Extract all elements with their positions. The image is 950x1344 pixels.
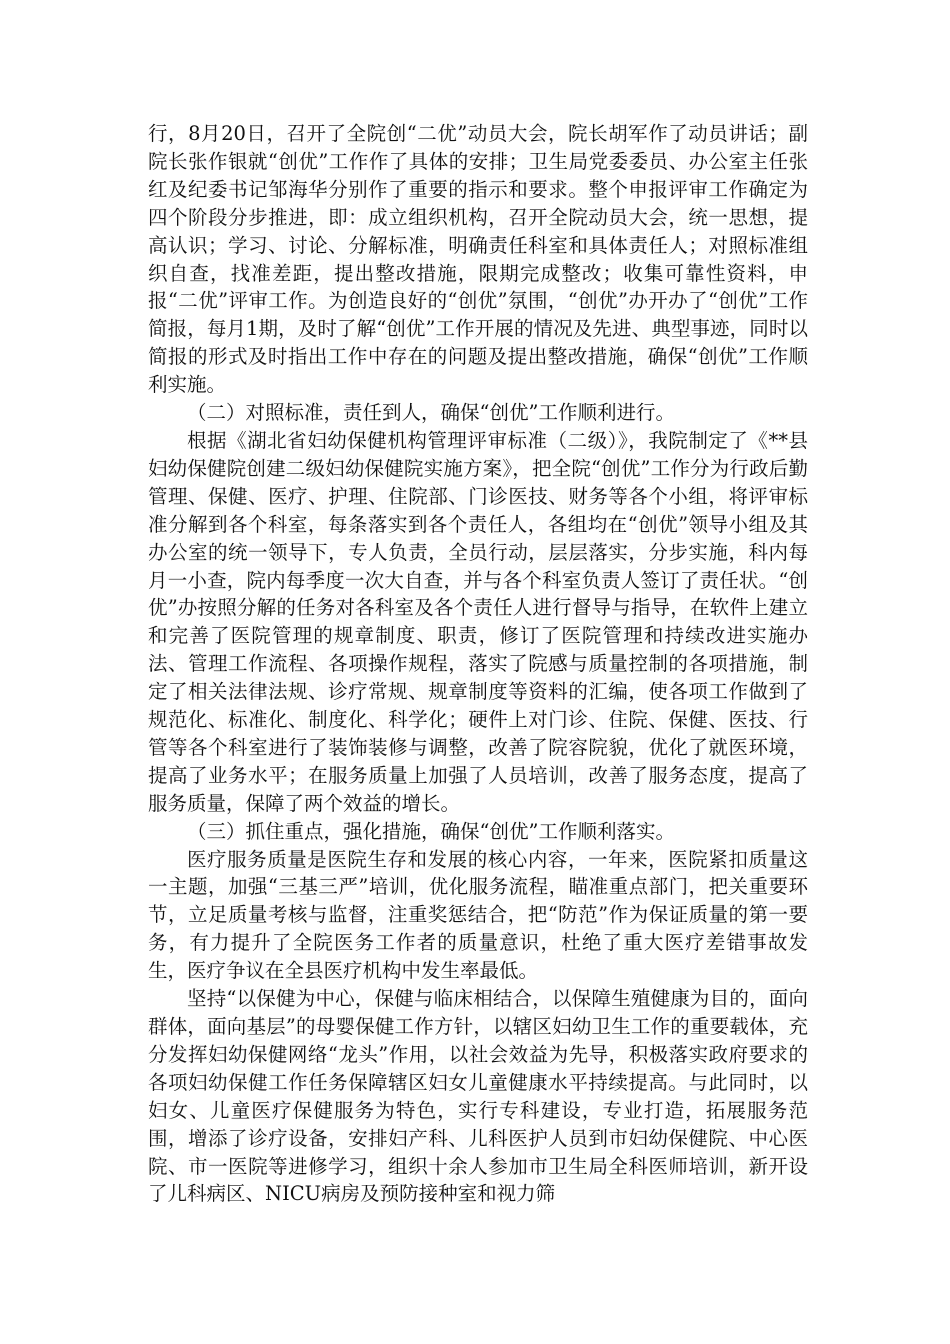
document-page: [148, 120, 808, 1208]
body-paragraph-4: 坚持“以保健为中心，保健与临床相结合，以保障生殖健康为目的，面向群体，面向基层”的母婴保健工作方针，以辖区妇幼卫生工作的重要载体，充分发挥妇幼保健网络“龙头”作用，以社会效益为先导，积极落实政府要求的各项妇幼保健工作任务保障辖区妇女儿童健康水平持续提高。与此同时，以妇女、儿童医疗保健服务为特色，实行专科建设，专业打造，拓展服务范围，增添了诊疗设备，安排妇产科、儿科医护人员到市妇幼保健院、中心医院、市一医院等进修学习，组织十余人参加市卫生局全科医师培训，新开设了儿科病区、NICU病房及预防接种室和视力筛: [148, 987, 808, 1206]
section-heading-3: （三）抓住重点，强化措施，确保“创优”工作顺利落实。: [187, 819, 675, 843]
body-paragraph-3: 医疗服务质量是医院生存和发展的核心内容，一年来，医院紧扣质量这一主题，加强“三基三严”培训，优化服务流程，瞄准重点部门，把关重要环节，立足质量考核与监督，注重奖惩结合，把“防范”作为保证质量的第一要务，有力提升了全院医务工作者的质量意识，杜绝了重大医疗差错事故发生，医疗争议在全县医疗机构中发生率最低。: [148, 847, 808, 983]
body-paragraph-2: 根据《湖北省妇幼保健机构管理评审标准（二级）》，我院制定了《**县妇幼保健院创建二级妇幼保健院实施方案》，把全院“创优”工作分为行政后勤管理、保健、医疗、护理、住院部、门诊医技、财务等各个小组，将评审标准分解到各个科室，每条落实到各个责任人，各组均在“创优”领导小组及其办公室的统一领导下，专人负责，全员行动，层层落实，分步实施，科内每月一小查，院内每季度一次大自查，并与各个科室负责人签订了责任状。“创优”办按照分解的任务对各科室及各个责任人进行督导与指导，在软件上建立和完善了医院管理的规章制度、职责，修订了医院管理和持续改进实施办法、管理工作流程、各项操作规程，落实了院感与质量控制的各项措施，制定了相关法律法规、诊疗常规、规章制度等资料的汇编，使各项工作做到了规范化、标准化、制度化、科学化；硬件上对门诊、住院、保健、医技、行管等各个科室进行了装饰装修与调整，改善了院容院貌，优化了就医环境，提高了业务水平；在服务质量上加强了人员培训，改善了服务态度，提高了服务质量，保障了两个效益的增长。: [148, 428, 808, 815]
body-paragraph-1: 行，8月20日，召开了全院创“二优”动员大会，院长胡军作了动员讲话；副院长张作银就“创优”工作作了具体的安排；卫生局党委委员、办公室主任张红及纪委书记邹海华分别作了重要的指示和要求。整个申报评审工作确定为四个阶段分步推进，即：成立组织机构，召开全院动员大会，统一思想，提高认识；学习、讨论、分解标准，明确责任科室和具体责任人；对照标准组织自查，找准差距，提出整改措施，限期完成整改；收集可靠性资料，申报“二优”评审工作。为创造良好的“创优”氛围，“创优”办开办了“创优”工作简报，每月1期，及时了解“创优”工作开展的情况及先进、典型事迹，同时以简报的形式及时指出工作中存在的问题及提出整改措施，确保“创优”工作顺利实施。: [148, 122, 808, 397]
section-heading-2: （二）对照标准，责任到人，确保“创优”工作顺利进行。: [187, 401, 675, 425]
